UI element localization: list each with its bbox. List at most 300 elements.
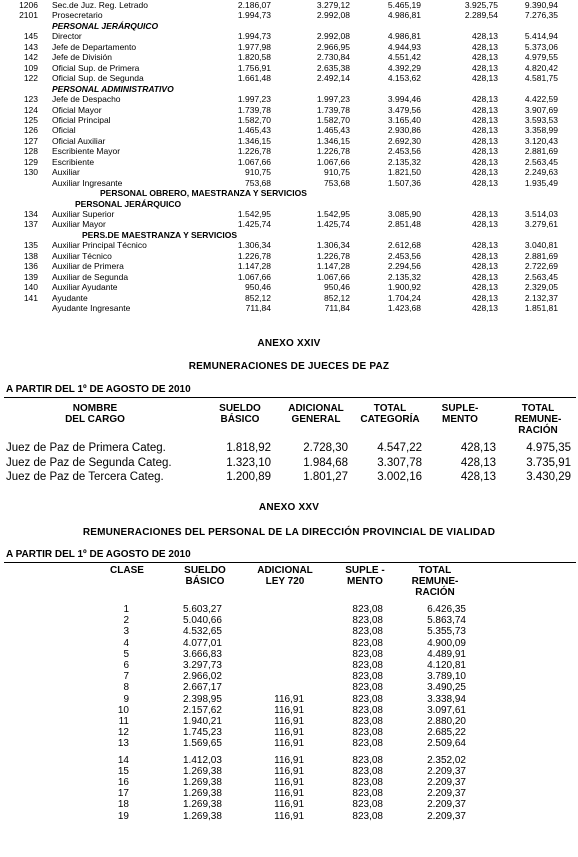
table-row bbox=[0, 788, 578, 799]
amount-cell: 823,08 bbox=[352, 754, 383, 766]
amount-cell: 711,84 bbox=[324, 303, 350, 314]
amount-cell: 1.323,10 bbox=[226, 456, 271, 469]
class-cell: 18 bbox=[117, 799, 129, 811]
amount-cell: 3.994,46 bbox=[387, 94, 421, 105]
amount-cell: 1.306,34 bbox=[237, 240, 271, 251]
amount-cell: 3.593,53 bbox=[524, 114, 558, 125]
amount-cell: 2.881,69 bbox=[524, 250, 558, 261]
section-heading: PERS.DE MAESTRANZA Y SERVICIOS bbox=[82, 229, 238, 240]
amount-cell: 116,91 bbox=[274, 765, 304, 777]
table-row bbox=[0, 604, 578, 615]
amount-cell: 3.789,10 bbox=[427, 671, 466, 683]
section-heading: PERSONAL JERÁRQUICO bbox=[75, 198, 182, 209]
amount-cell: 4.422,59 bbox=[524, 94, 558, 105]
amount-cell: 1.542,95 bbox=[237, 209, 271, 219]
amount-cell: 823,08 bbox=[352, 615, 383, 627]
amount-cell: 4.392,29 bbox=[387, 62, 421, 73]
amount-cell: 428,13 bbox=[472, 282, 498, 293]
amount-cell: 910,75 bbox=[324, 167, 350, 178]
code-cell: 124 bbox=[23, 104, 38, 115]
table-row bbox=[0, 671, 578, 682]
table-row bbox=[0, 766, 578, 777]
code-cell: 134 bbox=[23, 209, 38, 219]
annex-24-subtitle: REMUNERACIONES DE JUECES DE PAZ bbox=[188, 361, 390, 372]
amount-cell: 5.465,19 bbox=[387, 0, 421, 10]
table-row bbox=[0, 738, 578, 749]
amount-cell: 3.907,69 bbox=[524, 104, 558, 115]
amount-cell: 823,08 bbox=[352, 765, 383, 777]
amount-cell: 2.157,62 bbox=[183, 704, 222, 716]
amount-cell: 1.226,78 bbox=[237, 250, 271, 261]
amount-cell: 823,08 bbox=[352, 704, 383, 716]
amount-cell: 1.269,38 bbox=[183, 810, 222, 822]
amount-cell: 428,13 bbox=[472, 209, 498, 219]
amount-cell: 3.085,90 bbox=[387, 209, 421, 219]
table-row bbox=[0, 660, 578, 671]
code-cell: 126 bbox=[23, 125, 38, 136]
amount-cell: 2.509,64 bbox=[427, 738, 466, 750]
position-name-cell: Auxiliar Técnico bbox=[52, 250, 112, 261]
class-cell: 8 bbox=[123, 682, 129, 694]
amount-cell: 428,13 bbox=[472, 52, 498, 63]
position-name-cell: Jefe de Despacho bbox=[52, 94, 121, 105]
position-name-cell: Oficial Sup. de Segunda bbox=[52, 73, 144, 84]
amount-cell: 2.685,22 bbox=[427, 727, 466, 739]
code-cell: 139 bbox=[23, 271, 38, 282]
amount-cell: 2.692,30 bbox=[387, 135, 421, 146]
code-cell: 109 bbox=[23, 62, 38, 73]
table-row bbox=[0, 73, 578, 83]
amount-cell: 2.329,05 bbox=[524, 282, 558, 293]
code-cell: 2101 bbox=[19, 10, 38, 21]
amount-cell: 428,13 bbox=[472, 125, 498, 136]
amount-cell: 753,68 bbox=[324, 177, 350, 188]
amount-cell: 2.966,95 bbox=[316, 41, 350, 52]
table-row bbox=[0, 94, 578, 104]
table-row bbox=[0, 105, 578, 115]
amount-cell: 823,08 bbox=[352, 799, 383, 811]
position-name-cell: Prosecretario bbox=[52, 10, 103, 21]
position-name-cell: Jefe de Departamento bbox=[52, 41, 137, 52]
amount-cell: 5.603,27 bbox=[183, 604, 222, 615]
amount-cell: 852,12 bbox=[324, 292, 350, 303]
code-cell: 125 bbox=[23, 114, 38, 125]
table-row bbox=[0, 615, 578, 626]
amount-cell: 2.135,32 bbox=[387, 271, 421, 282]
amount-cell: 1.940,21 bbox=[183, 716, 222, 727]
amount-cell: 6.426,35 bbox=[427, 604, 466, 615]
code-cell: 137 bbox=[23, 219, 38, 230]
class-cell: 1 bbox=[123, 604, 129, 615]
amount-cell: 4.489,91 bbox=[427, 648, 466, 660]
table-row bbox=[0, 157, 578, 167]
class-cell: 12 bbox=[117, 727, 129, 739]
position-name-cell: Ayudante bbox=[52, 292, 88, 303]
amount-cell: 428,13 bbox=[472, 240, 498, 251]
amount-cell: 1.147,28 bbox=[237, 261, 271, 272]
amount-cell: 3.514,03 bbox=[524, 209, 558, 219]
table-row bbox=[0, 626, 578, 637]
amount-cell: 1.661,48 bbox=[237, 73, 271, 84]
amount-cell: 1.423,68 bbox=[387, 303, 421, 314]
code-cell: 143 bbox=[23, 41, 38, 52]
amount-cell: 2.966,02 bbox=[183, 671, 222, 683]
amount-cell: 428,13 bbox=[472, 62, 498, 73]
column-header: TOTAL REMUNE- RACIÓN bbox=[514, 403, 562, 436]
table-row bbox=[0, 0, 578, 10]
amount-cell: 428,13 bbox=[472, 261, 498, 272]
amount-cell: 2.992,08 bbox=[316, 10, 350, 21]
amount-cell: 823,08 bbox=[352, 671, 383, 683]
amount-cell: 3.666,83 bbox=[183, 648, 222, 660]
amount-cell: 1.704,24 bbox=[387, 292, 421, 303]
amount-cell: 1.269,38 bbox=[183, 799, 222, 811]
amount-cell: 428,13 bbox=[472, 219, 498, 230]
amount-cell: 4.077,01 bbox=[183, 637, 222, 649]
amount-cell: 2.352,02 bbox=[427, 754, 466, 766]
amount-cell: 2.132,37 bbox=[524, 292, 558, 303]
position-name-cell: Auxiliar de Primera bbox=[52, 261, 124, 272]
amount-cell: 1.820,58 bbox=[237, 52, 271, 63]
amount-cell: 2.209,37 bbox=[427, 799, 466, 811]
amount-cell: 2.881,69 bbox=[524, 146, 558, 157]
amount-cell: 1.977,98 bbox=[237, 41, 271, 52]
amount-cell: 116,91 bbox=[274, 810, 304, 822]
amount-cell: 3.002,16 bbox=[377, 471, 422, 483]
amount-cell: 2.209,37 bbox=[427, 765, 466, 777]
amount-cell: 3.925,75 bbox=[464, 0, 498, 10]
amount-cell: 823,08 bbox=[352, 604, 383, 615]
amount-cell: 428,13 bbox=[472, 73, 498, 84]
amount-cell: 2.730,84 bbox=[316, 52, 350, 63]
amount-cell: 823,08 bbox=[352, 682, 383, 694]
amount-cell: 753,68 bbox=[245, 177, 271, 188]
amount-cell: 2.209,37 bbox=[427, 810, 466, 822]
amount-cell: 4.547,22 bbox=[377, 442, 422, 454]
amount-cell: 1.821,50 bbox=[387, 167, 421, 178]
table-row bbox=[0, 293, 578, 303]
position-name-cell: Oficial Sup. de Primera bbox=[52, 62, 140, 73]
amount-cell: 428,13 bbox=[472, 271, 498, 282]
table-row bbox=[0, 178, 578, 188]
annex-25-divider bbox=[4, 562, 576, 563]
position-name-cell: Escribiente bbox=[52, 156, 95, 167]
amount-cell: 823,08 bbox=[352, 626, 383, 638]
position-name-cell: Auxiliar Principal Técnico bbox=[52, 240, 147, 251]
amount-cell: 4.820,42 bbox=[524, 62, 558, 73]
amount-cell: 1.269,38 bbox=[183, 777, 222, 788]
code-cell: 141 bbox=[23, 292, 38, 303]
amount-cell: 4.120,81 bbox=[427, 660, 466, 671]
amount-cell: 2.289,54 bbox=[464, 10, 498, 21]
code-cell: 127 bbox=[23, 135, 38, 146]
table-row bbox=[0, 167, 578, 177]
table-row bbox=[0, 456, 578, 470]
amount-cell: 1.067,66 bbox=[237, 271, 271, 282]
column-header: SUPLE- MENTO bbox=[441, 403, 479, 425]
class-cell: 13 bbox=[117, 738, 129, 750]
position-name-cell: Auxiliar Ingresante bbox=[52, 177, 123, 188]
annex-24-divider bbox=[4, 397, 576, 398]
code-cell: 122 bbox=[23, 73, 38, 84]
table-row bbox=[0, 682, 578, 693]
table-row bbox=[0, 303, 578, 313]
table-row bbox=[0, 115, 578, 125]
class-cell: 17 bbox=[117, 788, 129, 800]
table-row bbox=[0, 63, 578, 73]
amount-cell: 428,13 bbox=[472, 114, 498, 125]
amount-cell: 1.465,43 bbox=[316, 125, 350, 136]
position-name-cell: Juez de Paz de Tercera Categ. bbox=[6, 471, 164, 483]
amount-cell: 116,91 bbox=[274, 704, 304, 716]
amount-cell: 823,08 bbox=[352, 788, 383, 800]
table-row bbox=[0, 10, 578, 20]
table-row bbox=[0, 694, 578, 705]
amount-cell: 3.165,40 bbox=[387, 114, 421, 125]
amount-cell: 1.067,66 bbox=[316, 271, 350, 282]
amount-cell: 1.984,68 bbox=[303, 456, 348, 469]
amount-cell: 428,13 bbox=[472, 41, 498, 52]
annex-24-title: ANEXO XXIV bbox=[257, 338, 321, 349]
class-cell: 11 bbox=[118, 716, 129, 727]
class-cell: 10 bbox=[117, 704, 129, 716]
amount-cell: 4.975,35 bbox=[526, 442, 571, 454]
amount-cell: 1.569,65 bbox=[183, 738, 222, 750]
amount-cell: 2.492,14 bbox=[316, 73, 350, 84]
amount-cell: 823,08 bbox=[352, 693, 383, 705]
amount-cell: 4.986,81 bbox=[387, 31, 421, 42]
position-name-cell: Auxiliar Ayudante bbox=[52, 282, 118, 293]
amount-cell: 1.269,38 bbox=[183, 765, 222, 777]
amount-cell: 3.358,99 bbox=[524, 125, 558, 136]
table-row bbox=[0, 42, 578, 52]
amount-cell: 2.294,56 bbox=[387, 261, 421, 272]
amount-cell: 1.994,73 bbox=[237, 10, 271, 21]
amount-cell: 2.722,69 bbox=[524, 261, 558, 272]
table-row bbox=[0, 31, 578, 41]
amount-cell: 1.425,74 bbox=[316, 219, 350, 230]
column-header: SUELDO BÁSICO bbox=[184, 565, 226, 587]
amount-cell: 1.067,66 bbox=[237, 156, 271, 167]
position-name-cell: Jefe de División bbox=[52, 52, 113, 63]
table-row bbox=[0, 282, 578, 292]
amount-cell: 1.507,36 bbox=[387, 177, 421, 188]
amount-cell: 1.935,49 bbox=[524, 177, 558, 188]
amount-cell: 428,13 bbox=[472, 31, 498, 42]
amount-cell: 9.390,94 bbox=[524, 0, 558, 10]
amount-cell: 5.863,74 bbox=[427, 615, 466, 627]
amount-cell: 2.851,48 bbox=[387, 219, 421, 230]
amount-cell: 1.997,23 bbox=[237, 94, 271, 105]
amount-cell: 950,46 bbox=[245, 282, 271, 293]
amount-cell: 823,08 bbox=[352, 660, 383, 671]
amount-cell: 116,91 bbox=[274, 754, 304, 766]
code-cell: 138 bbox=[23, 250, 38, 261]
amount-cell: 3.430,29 bbox=[526, 471, 571, 483]
amount-cell: 2.453,56 bbox=[387, 250, 421, 261]
amount-cell: 2.728,30 bbox=[303, 442, 348, 454]
position-name-cell: Ayudante Ingresante bbox=[52, 303, 131, 314]
position-name-cell: Oficial Auxiliar bbox=[52, 135, 106, 146]
amount-cell: 4.581,75 bbox=[524, 73, 558, 84]
class-cell: 2 bbox=[123, 615, 129, 627]
amount-cell: 1.226,78 bbox=[316, 250, 350, 261]
column-header: ADICIONAL GENERAL bbox=[288, 403, 344, 425]
amount-cell: 1.851,81 bbox=[524, 303, 558, 314]
position-name-cell: Director bbox=[52, 31, 82, 42]
table-row bbox=[0, 136, 578, 146]
amount-cell: 2.186,07 bbox=[237, 0, 271, 10]
amount-cell: 428,13 bbox=[460, 471, 496, 483]
amount-cell: 2.667,17 bbox=[183, 682, 222, 694]
table-row bbox=[0, 125, 578, 135]
class-cell: 4 bbox=[123, 637, 129, 649]
class-cell: 6 bbox=[123, 660, 129, 671]
amount-cell: 3.040,81 bbox=[524, 240, 558, 251]
amount-cell: 3.307,78 bbox=[377, 456, 422, 469]
amount-cell: 2.930,86 bbox=[387, 125, 421, 136]
amount-cell: 1.582,70 bbox=[237, 114, 271, 125]
class-cell: 3 bbox=[123, 626, 129, 638]
amount-cell: 3.120,43 bbox=[524, 135, 558, 146]
column-header: CLASE bbox=[110, 565, 144, 576]
table-row bbox=[0, 209, 578, 219]
amount-cell: 1.226,78 bbox=[316, 146, 350, 157]
amount-cell: 823,08 bbox=[352, 716, 383, 727]
table-row bbox=[0, 638, 578, 649]
annex-25-title: ANEXO XXV bbox=[258, 502, 320, 513]
table-row bbox=[0, 272, 578, 282]
position-name-cell: Oficial Mayor bbox=[52, 104, 102, 115]
amount-cell: 428,13 bbox=[472, 135, 498, 146]
amount-cell: 116,91 bbox=[274, 738, 304, 750]
amount-cell: 1.542,95 bbox=[316, 209, 350, 219]
amount-cell: 1.900,92 bbox=[387, 282, 421, 293]
column-header: NOMBRE DEL CARGO bbox=[65, 403, 125, 425]
amount-cell: 823,08 bbox=[352, 648, 383, 660]
amount-cell: 1.582,70 bbox=[316, 114, 350, 125]
amount-cell: 4.986,81 bbox=[387, 10, 421, 21]
table-row bbox=[0, 705, 578, 716]
amount-cell: 116,91 bbox=[274, 693, 304, 705]
amount-cell: 116,91 bbox=[274, 788, 304, 800]
amount-cell: 2.453,56 bbox=[387, 146, 421, 157]
amount-cell: 2.612,68 bbox=[387, 240, 421, 251]
position-name-cell: Auxiliar Mayor bbox=[52, 219, 106, 230]
class-cell: 15 bbox=[117, 765, 129, 777]
amount-cell: 428,13 bbox=[472, 146, 498, 157]
annex-25-date-heading: A PARTIR DEL 1º DE AGOSTO DE 2010 bbox=[6, 549, 191, 560]
amount-cell: 4.551,42 bbox=[387, 52, 421, 63]
amount-cell: 910,75 bbox=[245, 167, 271, 178]
amount-cell: 1.147,28 bbox=[316, 261, 350, 272]
amount-cell: 1.226,78 bbox=[237, 146, 271, 157]
table-row bbox=[0, 727, 578, 738]
amount-cell: 1.756,91 bbox=[237, 62, 271, 73]
amount-cell: 428,13 bbox=[472, 177, 498, 188]
amount-cell: 1.997,23 bbox=[316, 94, 350, 105]
table-row bbox=[0, 470, 578, 484]
amount-cell: 1.425,74 bbox=[237, 219, 271, 230]
amount-cell: 823,08 bbox=[352, 637, 383, 649]
position-name-cell: Escribiente Mayor bbox=[52, 146, 121, 157]
column-header: SUPLE - MENTO bbox=[345, 565, 385, 587]
amount-cell: 1.200,89 bbox=[226, 471, 271, 483]
table-row bbox=[0, 755, 578, 766]
amount-cell: 3.279,12 bbox=[316, 0, 350, 10]
amount-cell: 1.269,38 bbox=[183, 788, 222, 800]
amount-cell: 1.346,15 bbox=[237, 135, 271, 146]
amount-cell: 2.880,20 bbox=[427, 716, 466, 727]
position-name-cell: Oficial bbox=[52, 125, 76, 136]
code-cell: 128 bbox=[23, 146, 38, 157]
amount-cell: 1.745,23 bbox=[183, 727, 222, 739]
class-cell: 5 bbox=[123, 648, 129, 660]
column-header: SUELDO BÁSICO bbox=[219, 403, 261, 425]
amount-cell: 2.635,38 bbox=[316, 62, 350, 73]
amount-cell: 823,08 bbox=[352, 777, 383, 788]
amount-cell: 5.040,66 bbox=[183, 615, 222, 627]
amount-cell: 116,91 bbox=[274, 716, 304, 727]
position-name-cell: Auxiliar bbox=[52, 167, 80, 178]
amount-cell: 1.801,27 bbox=[303, 471, 348, 483]
position-name-cell: Juez de Paz de Primera Categ. bbox=[6, 442, 166, 454]
column-header: TOTAL REMUNE- RACIÓN bbox=[411, 565, 459, 598]
amount-cell: 2.563,45 bbox=[524, 156, 558, 167]
code-cell: 145 bbox=[23, 31, 38, 42]
amount-cell: 1.306,34 bbox=[316, 240, 350, 251]
position-name-cell: Auxiliar de Segunda bbox=[52, 271, 129, 282]
amount-cell: 5.414,94 bbox=[524, 31, 558, 42]
amount-cell: 5.355,73 bbox=[427, 626, 466, 638]
amount-cell: 1.067,66 bbox=[316, 156, 350, 167]
amount-cell: 4.153,62 bbox=[387, 73, 421, 84]
amount-cell: 2.135,32 bbox=[387, 156, 421, 167]
position-name-cell: Oficial Principal bbox=[52, 114, 111, 125]
code-cell: 130 bbox=[23, 167, 38, 178]
amount-cell: 823,08 bbox=[352, 727, 383, 739]
table-row bbox=[0, 811, 578, 822]
class-cell: 19 bbox=[117, 810, 129, 822]
amount-cell: 5.373,06 bbox=[524, 41, 558, 52]
amount-cell: 428,13 bbox=[472, 303, 498, 314]
class-cell: 16 bbox=[117, 777, 129, 788]
table-row bbox=[0, 441, 578, 455]
class-cell: 14 bbox=[117, 754, 129, 766]
amount-cell: 3.735,91 bbox=[526, 456, 571, 469]
section-heading: PERSONAL ADMINISTRATIVO bbox=[52, 83, 174, 94]
table-row bbox=[0, 52, 578, 62]
code-cell: 142 bbox=[23, 52, 38, 63]
code-cell: 1206 bbox=[19, 0, 38, 10]
amount-cell: 1.412,03 bbox=[183, 754, 222, 766]
amount-cell: 2.209,37 bbox=[427, 777, 466, 788]
amount-cell: 428,13 bbox=[472, 104, 498, 115]
amount-cell: 116,91 bbox=[274, 799, 304, 811]
amount-cell: 3.097,61 bbox=[427, 704, 466, 716]
amount-cell: 3.479,56 bbox=[387, 104, 421, 115]
table-row bbox=[0, 219, 578, 229]
column-header: ADICIONAL LEY 720 bbox=[257, 565, 313, 587]
table-row bbox=[0, 146, 578, 156]
section-heading: PERSONAL JERÁRQUICO bbox=[52, 20, 159, 31]
position-name-cell: Sec.de Juz. Reg. Letrado bbox=[52, 0, 148, 10]
amount-cell: 428,13 bbox=[472, 167, 498, 178]
annex-25-subtitle: REMUNERACIONES DEL PERSONAL DE LA DIRECCIÓN PROVINCIAL DE VIALIDAD bbox=[82, 527, 496, 538]
amount-cell: 823,08 bbox=[352, 738, 383, 750]
amount-cell: 428,13 bbox=[472, 156, 498, 167]
code-cell: 135 bbox=[23, 240, 38, 251]
